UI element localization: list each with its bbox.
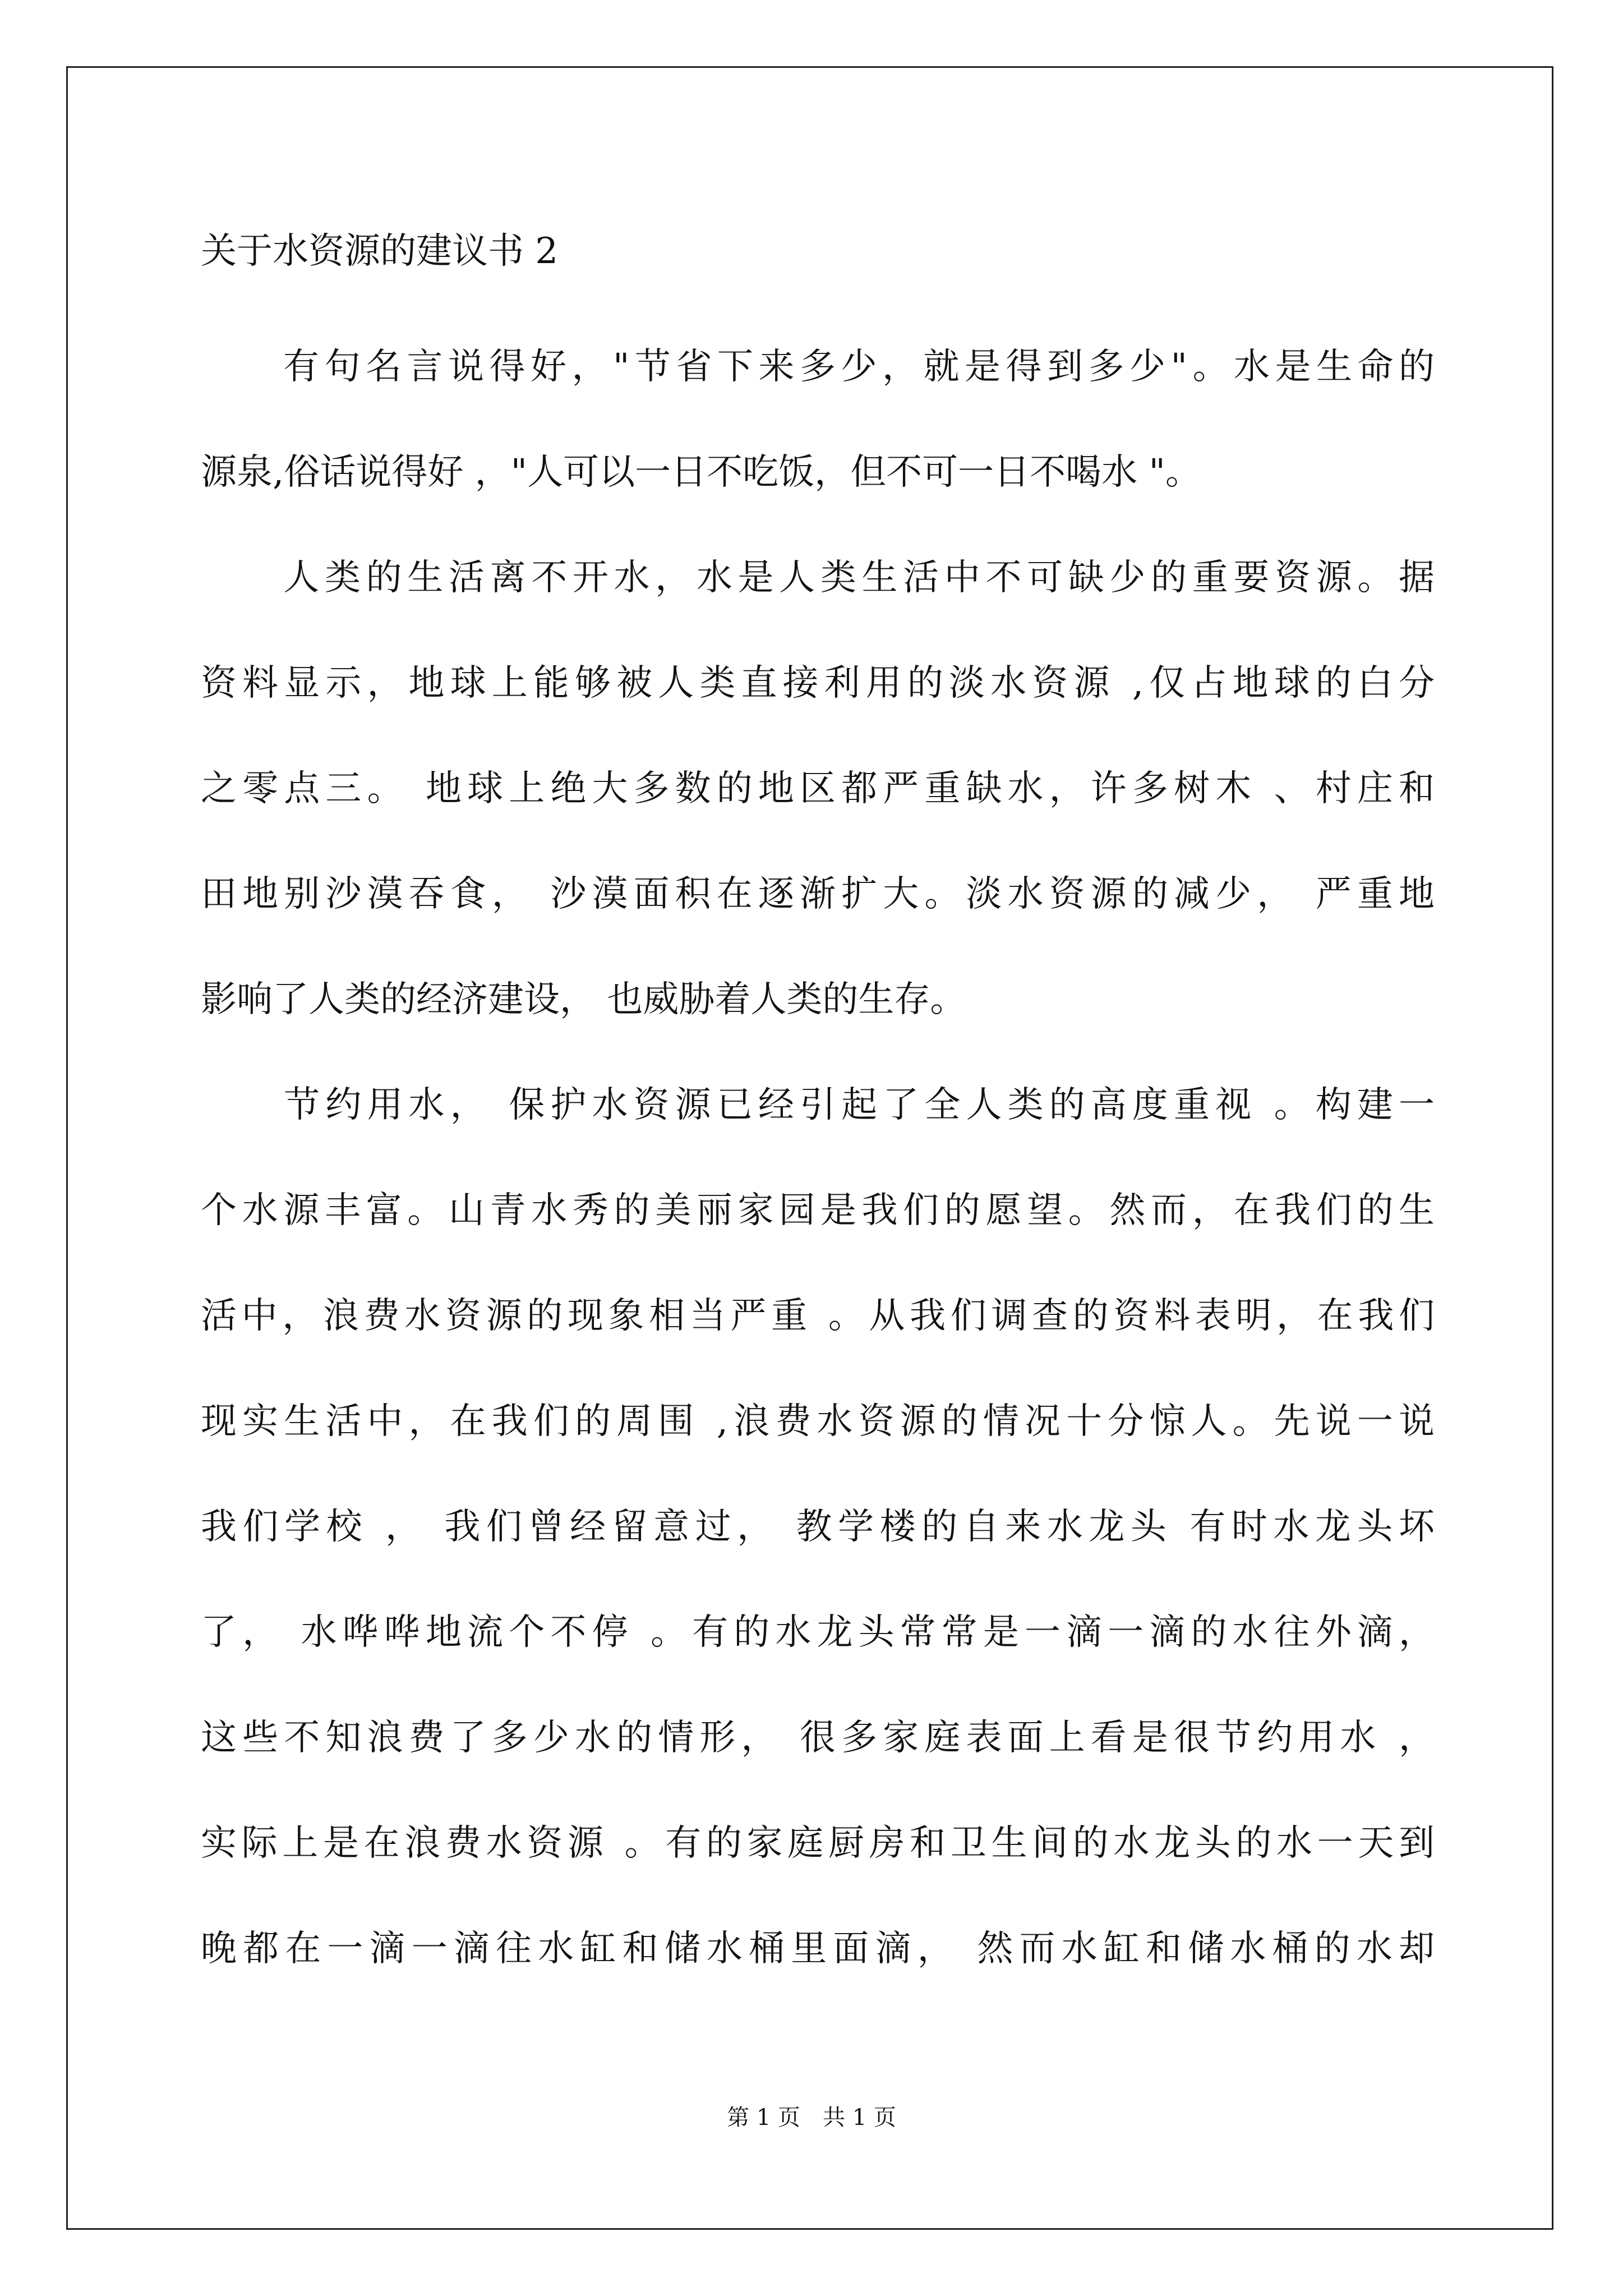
text-line: 节约用水， 保护水资源已经引起了全人类的高度重视 。构建一 [201,1084,1435,1126]
text-line: 活中，浪费水资源的现象相当严重 。从我们调查的资料表明，在我们 [201,1295,1435,1337]
text-line: 有句名言说得好，"节省下来多少，就是得到多少"。水是生命的 [201,346,1435,388]
page-number-footer: 第 1 页 共 1 页 [727,2105,896,2131]
text-line: 实际上是在浪费水资源 。有的家庭厨房和卫生间的水龙头的水一天到 [201,1823,1435,1864]
text-line: 人类的生活离不开水，水是人类生活中不可缺少的重要资源。据 [201,557,1435,599]
text-line: 了， 水哗哗地流个不停 。有的水龙头常常是一滴一滴的水往外滴， [201,1612,1435,1653]
text-line: 影响了人类的经济建设， 也威胁着人类的生存。 [201,979,966,1020]
text-line: 这些不知浪费了多少水的情形， 很多家庭表面上看是很节约用水 ， [201,1717,1435,1759]
text-line: 源泉,俗话说得好 ，"人可以一日不吃饭，但不可一日不喝水 "。 [201,452,1201,493]
text-line: 田地别沙漠吞食， 沙漠面积在逐渐扩大。淡水资源的减少， 严重地 [201,873,1435,915]
text-line: 之零点三。 地球上绝大多数的地区都严重缺水，许多树木 、村庄和 [201,768,1435,809]
text-line: 晚都在一滴一滴往水缸和储水桶里面滴， 然而水缸和储水桶的水却 [201,1928,1435,1970]
document-body [201,223,1435,1970]
text-line: 现实生活中，在我们的周围 ,浪费水资源的情况十分惊人。先说一说 [201,1401,1435,1442]
document-title: 关于水资源的建议书 2 [201,231,559,272]
text-line: 个水源丰富。山青水秀的美丽家园是我们的愿望。然而，在我们的生 [201,1190,1435,1231]
text-line: 资料显示，地球上能够被人类直接利用的淡水资源 ,仅占地球的白分 [201,662,1435,704]
text-line: 我们学校 ， 我们曾经留意过， 教学楼的自来水龙头 有时水龙头坏 [201,1506,1435,1548]
